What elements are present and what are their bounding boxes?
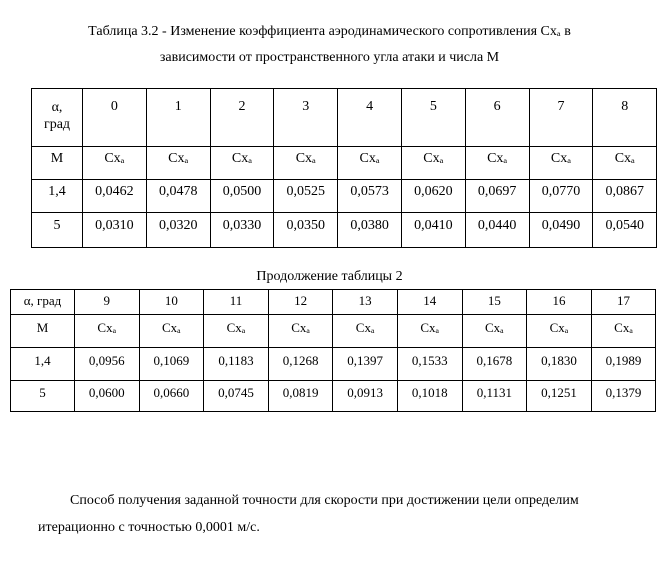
cx-label-cell: Схₐ (268, 315, 333, 348)
value-cell: 0,0320 (146, 213, 210, 248)
angle-cell: 2 (210, 89, 274, 147)
cx-label-cell: Схₐ (83, 147, 147, 180)
cx-label-cell: Схₐ (333, 315, 398, 348)
value-cell: 0,0620 (401, 180, 465, 213)
value-cell: 0,1131 (462, 381, 527, 412)
angle-cell: 0 (83, 89, 147, 147)
angle-cell: 8 (593, 89, 657, 147)
value-cell: 0,1251 (527, 381, 592, 412)
angle-cell: 15 (462, 290, 527, 315)
drag-coefficient-table-1 (31, 88, 657, 248)
value-cell: 0,0956 (75, 348, 140, 381)
value-cell: 0,1268 (268, 348, 333, 381)
angle-cell: 16 (527, 290, 592, 315)
value-cell: 0,0697 (465, 180, 529, 213)
table-caption-line-1: Таблица 3.2 - Изменение коэффициента аэродинамического сопротивления Схₐ в (88, 24, 571, 39)
value-cell: 0,1678 (462, 348, 527, 381)
value-cell: 0,0573 (338, 180, 402, 213)
angle-header-cell (32, 89, 83, 147)
angle-cell: 12 (268, 290, 333, 315)
value-cell: 0,0867 (593, 180, 657, 213)
value-cell: 0,0350 (274, 213, 338, 248)
cx-label-cell: Схₐ (139, 315, 204, 348)
continuation-caption: Продолжение таблицы 2 (256, 269, 403, 284)
value-cell: 0,1989 (591, 348, 656, 381)
angle-cell: 6 (465, 89, 529, 147)
table-row (32, 147, 657, 180)
cx-label-cell: Схₐ (462, 315, 527, 348)
mach-cell: 5 (11, 381, 75, 412)
cx-label-cell: Схₐ (527, 315, 592, 348)
cx-label-cell: Схₐ (204, 315, 269, 348)
table-header-row (32, 89, 657, 147)
cx-label-cell: Схₐ (397, 315, 462, 348)
value-cell: 0,1533 (397, 348, 462, 381)
table-row (32, 180, 657, 213)
body-paragraph: Способ получения заданной точности для скорости при достижении цели определим итерационно с точностью 0,0001 м/с. (38, 493, 579, 535)
value-cell: 0,0380 (338, 213, 402, 248)
value-cell: 0,0490 (529, 213, 593, 248)
value-cell: 0,0913 (333, 381, 398, 412)
value-cell: 0,0660 (139, 381, 204, 412)
table-header-row (11, 290, 656, 315)
value-cell: 0,1183 (204, 348, 269, 381)
cx-label-cell: Схₐ (529, 147, 593, 180)
angle-cell: 3 (274, 89, 338, 147)
angle-cell: 11 (204, 290, 269, 315)
table-row (11, 381, 656, 412)
cx-label-cell: Схₐ (591, 315, 656, 348)
mach-label-cell: М (11, 315, 75, 348)
value-cell: 0,0600 (75, 381, 140, 412)
angle-cell: 17 (591, 290, 656, 315)
value-cell: 0,0525 (274, 180, 338, 213)
value-cell: 0,1069 (139, 348, 204, 381)
cx-label-cell: Схₐ (465, 147, 529, 180)
cx-label-cell: Схₐ (401, 147, 465, 180)
value-cell: 0,1379 (591, 381, 656, 412)
value-cell: 0,0410 (401, 213, 465, 248)
drag-coefficient-table-2 (10, 289, 656, 412)
angle-cell: 14 (397, 290, 462, 315)
table-row (11, 315, 656, 348)
value-cell: 0,0745 (204, 381, 269, 412)
value-cell: 0,1397 (333, 348, 398, 381)
value-cell: 0,0770 (529, 180, 593, 213)
angle-cell: 4 (338, 89, 402, 147)
value-cell: 0,1018 (397, 381, 462, 412)
angle-header-cell: α, град (11, 290, 75, 315)
angle-cell: 13 (333, 290, 398, 315)
table-row (32, 213, 657, 248)
mach-cell: 5 (32, 213, 83, 248)
value-cell: 0,0540 (593, 213, 657, 248)
cx-label-cell: Схₐ (210, 147, 274, 180)
angle-cell: 9 (75, 290, 140, 315)
value-cell: 0,0462 (83, 180, 147, 213)
value-cell: 0,0330 (210, 213, 274, 248)
value-cell: 0,0478 (146, 180, 210, 213)
mach-cell: 1,4 (32, 180, 83, 213)
angle-cell: 10 (139, 290, 204, 315)
angle-cell: 7 (529, 89, 593, 147)
value-cell: 0,1830 (527, 348, 592, 381)
angle-header-label: α, град (43, 100, 71, 132)
value-cell: 0,0500 (210, 180, 274, 213)
mach-label-cell: М (32, 147, 83, 180)
value-cell: 0,0440 (465, 213, 529, 248)
cx-label-cell: Схₐ (274, 147, 338, 180)
cx-label-cell: Схₐ (338, 147, 402, 180)
mach-cell: 1,4 (11, 348, 75, 381)
angle-cell: 1 (146, 89, 210, 147)
value-cell: 0,0310 (83, 213, 147, 248)
cx-label-cell: Схₐ (146, 147, 210, 180)
angle-cell: 5 (401, 89, 465, 147)
table-row (11, 348, 656, 381)
value-cell: 0,0819 (268, 381, 333, 412)
cx-label-cell: Схₐ (593, 147, 657, 180)
table-caption-line-2: зависимости от пространственного угла атаки и числа М (159, 50, 500, 65)
cx-label-cell: Схₐ (75, 315, 140, 348)
